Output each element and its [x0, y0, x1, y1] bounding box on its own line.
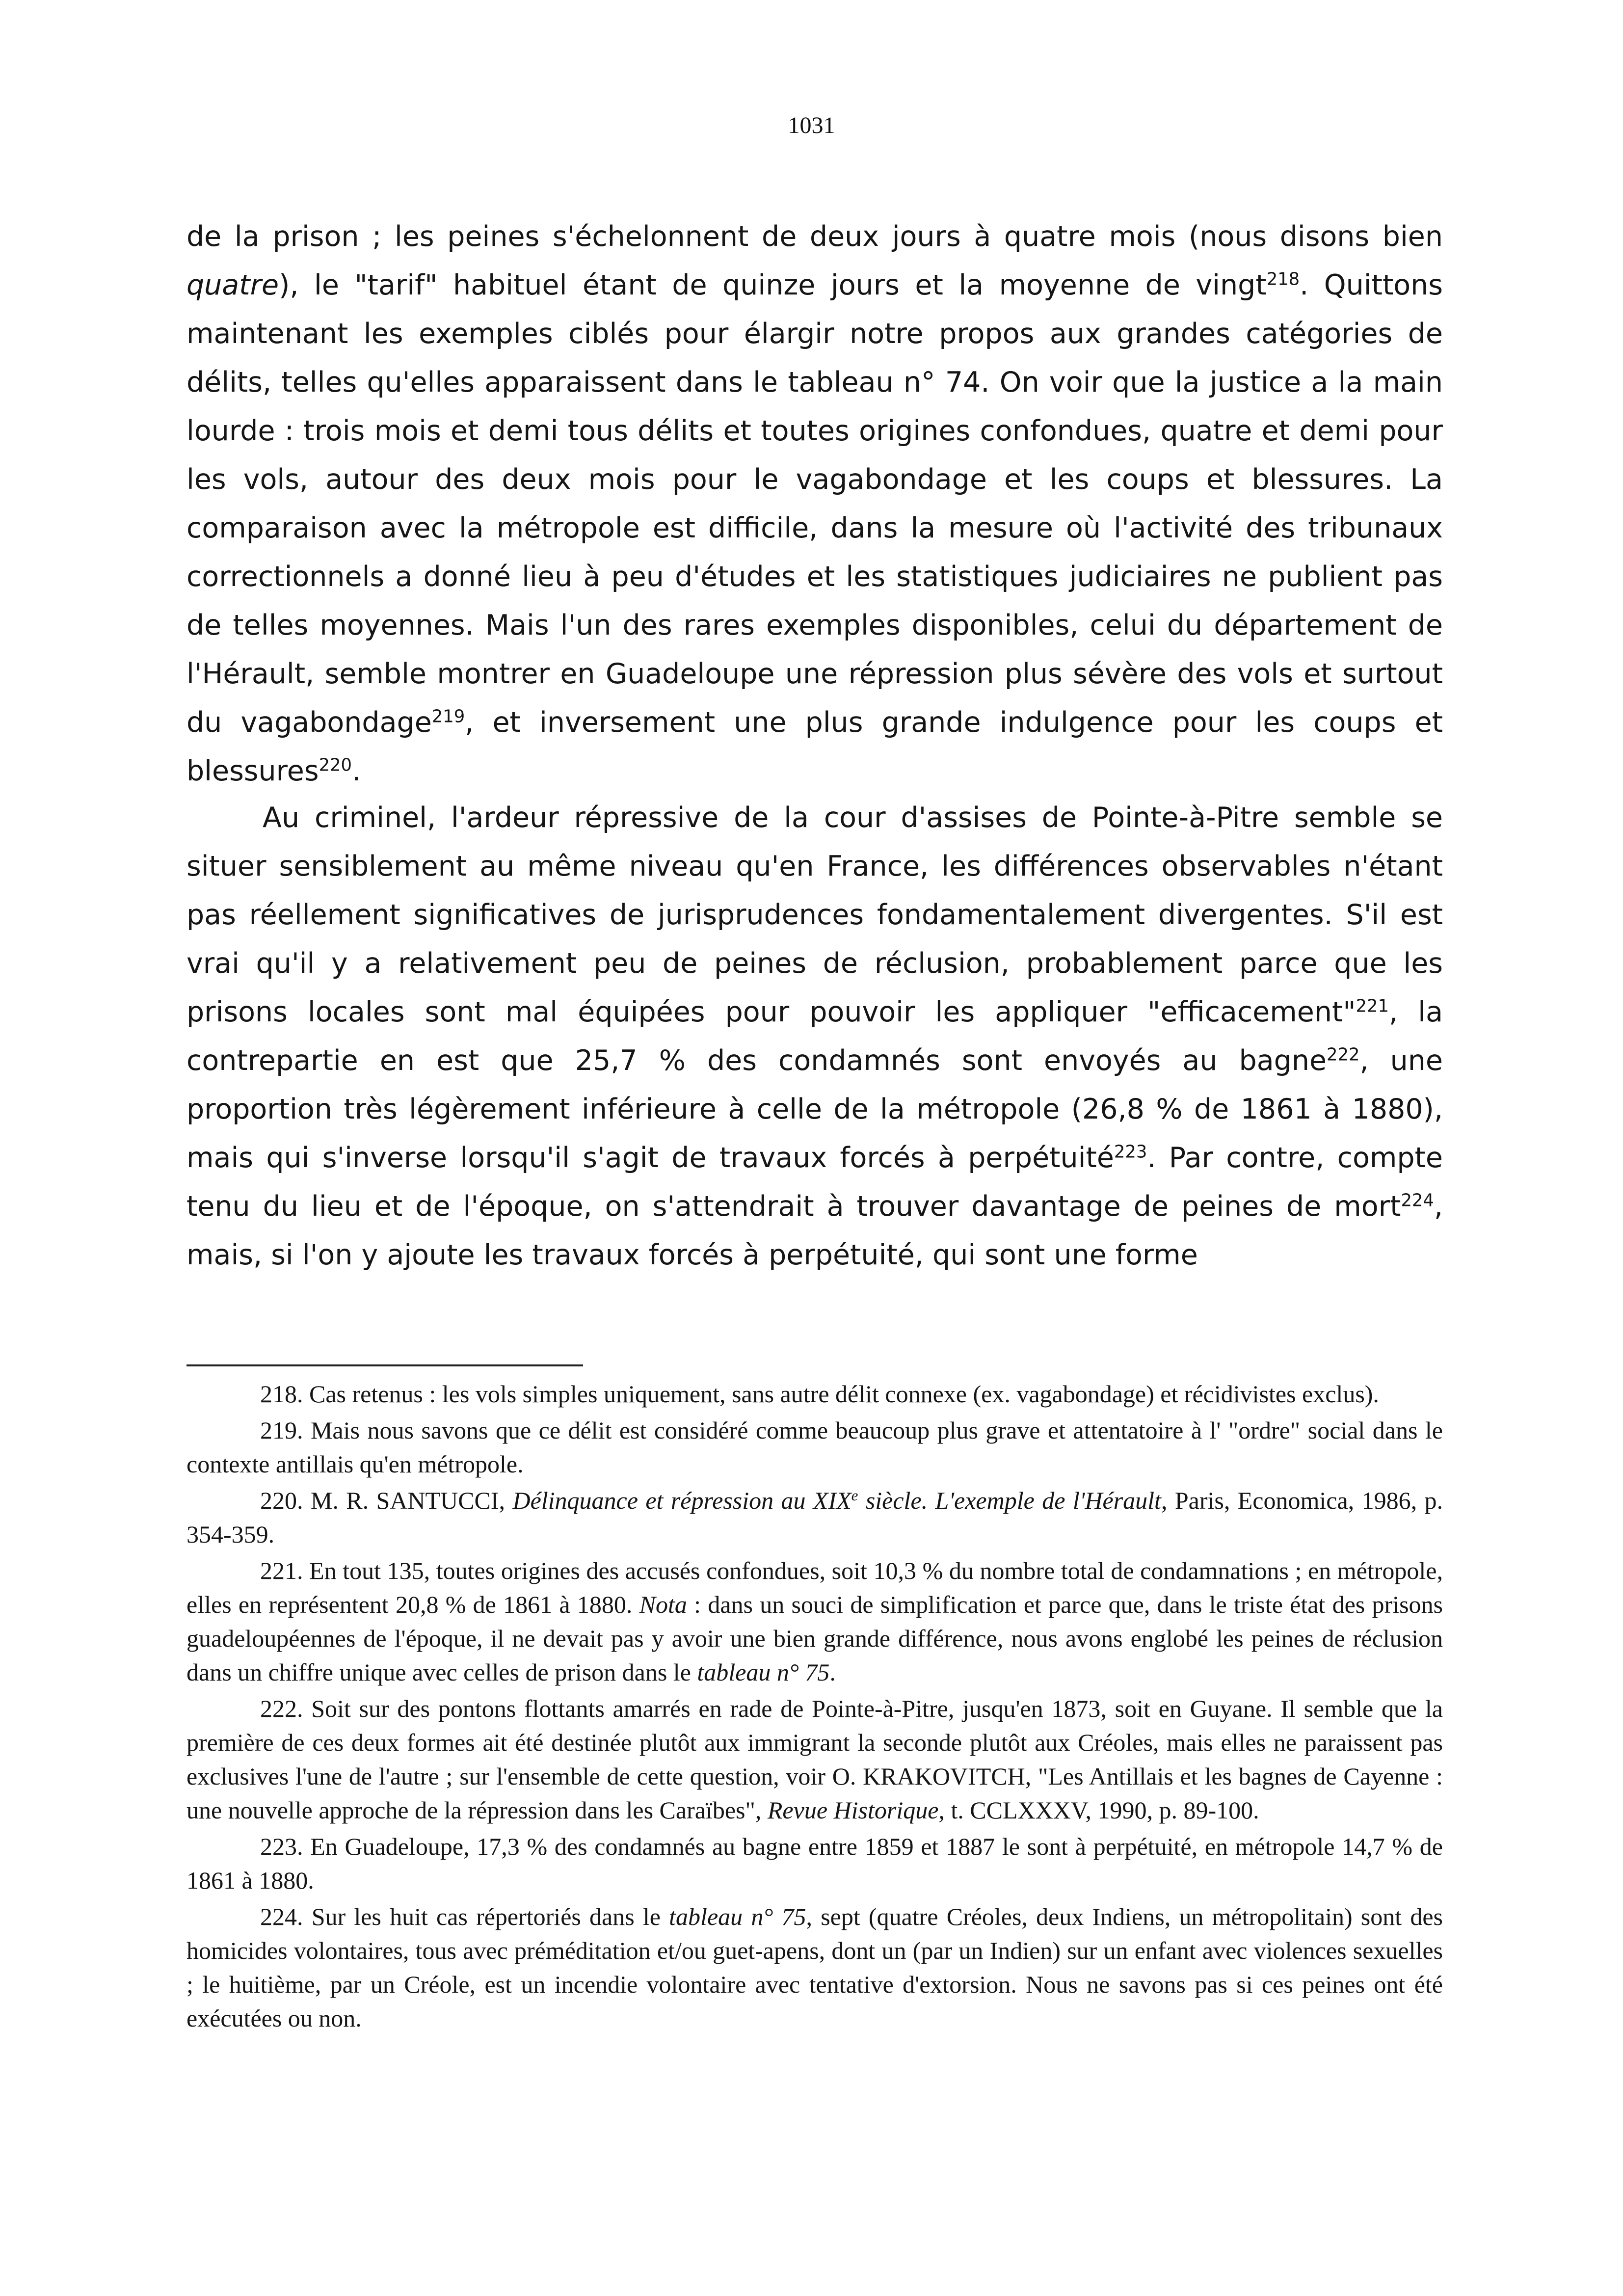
italic-text: Nota — [639, 1591, 687, 1618]
text-run: , une proportion très légèrement inférieure à celle de la métropole (26,8 % de 1861 à 1880), mais qui s'inverse lorsqu'il s'agit de travaux forcés à perpétuité — [186, 1044, 1443, 1174]
footnote-reference: 220 — [319, 755, 352, 775]
text-run: 222. Soit sur des pontons flottants amarrés en rade de Pointe-à-Pitre, jusqu'en 1873, soit en Guyane. Il semble que la première de ces deux formes ait été destinée plutôt aux immigrant la seconde plutôt aux Créoles, mais elles ne paraissent pas exclusives l'une de l'autre ; sur l'ensemble de cette question, voir O. KRAKOVITCH, "Les Antillais et les bagnes de Cayenne : une nouvelle approche de la répression dans les Caraïbes", — [186, 1695, 1443, 1824]
italic-text: tableau n° 75 — [669, 1903, 806, 1930]
text-run: de la prison ; les peines s'échelonnent de deux jours à quatre mois (nous disons bien — [186, 220, 1443, 253]
text-run: 221. En tout 135, toutes origines des accusés confondues, soit 10,3 % du nombre total de condamnations ; en métropole, elles en représentent 20,8 % de 1861 à 1880. — [186, 1557, 1443, 1618]
footnote-reference: 218 — [1266, 269, 1300, 290]
text-run: . Quittons maintenant les exemples ciblés pour élargir notre propos aux grandes catégories de délits, telles qu'elles apparaissent dans le tableau n° 74. On voir que la justice a la main lourde : trois mois et demi tous délits et toutes origines confondues, quatre et demi pour les vols, autour des deux mois pour le vagabondage et les coups et blessures. La comparaison avec la métropole est difficile, dans la mesure où l'activité des tribunaux correctionnels a donné lieu à peu d'études et les statistiques judiciaires ne publient pas de telles moyennes. Mais l'un des rares exemples disponibles, celui du département de l'Hérault, semble montrer en Guadeloupe une répression plus sévère des vols et surtout du vagabondage — [186, 269, 1443, 739]
footnotes-block — [186, 1377, 1443, 2038]
footnote-reference: 221 — [1356, 996, 1389, 1016]
italic-text: Délinquance et répression au XIX — [512, 1487, 851, 1514]
text-run: , Paris, Economica, 1986, p. 354-359. — [186, 1487, 1443, 1548]
text-run: . Par contre, compte tenu du lieu et de l'époque, on s'attendrait à trouver davantage de peines de mort — [186, 1142, 1443, 1223]
text-run: 220. M. R. SANTUCCI, — [260, 1487, 513, 1514]
text-run: 218. Cas retenus : les vols simples uniquement, sans autre délit connexe (ex. vagabondage) et récidivistes exclus). — [260, 1380, 1379, 1408]
text-run: . — [829, 1658, 836, 1686]
footnote — [186, 1554, 1443, 1689]
text-run: 224. Sur les huit cas répertoriés dans le — [260, 1903, 669, 1930]
text-run: , sept (quatre Créoles, deux Indiens, un métropolitain) sont des homicides volontaires, tous avec préméditation et/ou guet-apens, dont un (par un Indien) sur un enfant avec violences sexuelles ; le huitième, par un Créole, est un incendie volontaire avec tentative d'extorsion. Nous ne savons pas si ces peines ont été exécutées ou non. — [186, 1903, 1443, 2032]
text-run: : dans un souci de simplification et parce que, dans le triste état des prisons guadeloupéennes de l'époque, il ne devait pas y avoir une bien grande différence, nous avons englobé les peines de réclusion dans un chiffre unique avec celles de prison dans le — [186, 1591, 1443, 1686]
footnote — [186, 1900, 1443, 2035]
footnote — [186, 1484, 1443, 1551]
footnote — [186, 1377, 1443, 1411]
text-run: . — [352, 755, 361, 787]
italic-text: siècle. L'exemple de l'Hérault — [858, 1487, 1161, 1514]
text-run: ), le "tarif" habituel étant de quinze jours et la moyenne de vingt — [279, 269, 1267, 301]
footnote-reference: 223 — [1114, 1142, 1147, 1162]
body-paragraph — [186, 213, 1443, 796]
footnote-reference: 222 — [1327, 1044, 1360, 1065]
italic-text: tableau n° 75 — [697, 1658, 830, 1686]
footnote-reference: 224 — [1401, 1190, 1434, 1211]
italic-text: Revue Historique — [767, 1796, 939, 1824]
footnote — [186, 1692, 1443, 1827]
text-run: , mais, si l'on y ajoute les travaux forcés à perpétuité, qui sont une forme — [186, 1190, 1443, 1271]
footnote-separator — [186, 1364, 583, 1366]
text-run: 219. Mais nous savons que ce délit est considéré comme beaucoup plus grave et attentatoire à l' "ordre" social dans le contexte antillais qu'en métropole. — [186, 1416, 1443, 1478]
text-run: 223. En Guadeloupe, 17,3 % des condamnés au bagne entre 1859 et 1887 le sont à perpétuité, en métropole 14,7 % de 1861 à 1880. — [186, 1833, 1443, 1894]
footnote — [186, 1830, 1443, 1897]
page-number: 1031 — [788, 112, 835, 138]
footnote — [186, 1414, 1443, 1481]
footnote-reference: 219 — [431, 706, 465, 727]
text-run: Au criminel, l'ardeur répressive de la cour d'assises de Pointe-à-Pitre semble se situer sensiblement au même niveau qu'en France, les différences observables n'étant pas réellement significatives de jurisprudences fondamentalement divergentes. S'il est vrai qu'il y a relativement peu de peines de réclusion, probablement parce que les prisons locales sont mal équipées pour pouvoir les appliquer "efficacement" — [186, 801, 1443, 1028]
footnote-reference: e — [851, 1486, 858, 1504]
text-run: , et inversement une plus grande indulgence pour les coups et blessures — [186, 706, 1443, 787]
text-run: , t. CCLXXXV, 1990, p. 89-100. — [938, 1796, 1259, 1824]
body-paragraph — [186, 794, 1443, 1280]
italic-text: quatre — [186, 269, 279, 301]
text-run: , la contrepartie en est que 25,7 % des condamnés sont envoyés au bagne — [186, 996, 1443, 1077]
